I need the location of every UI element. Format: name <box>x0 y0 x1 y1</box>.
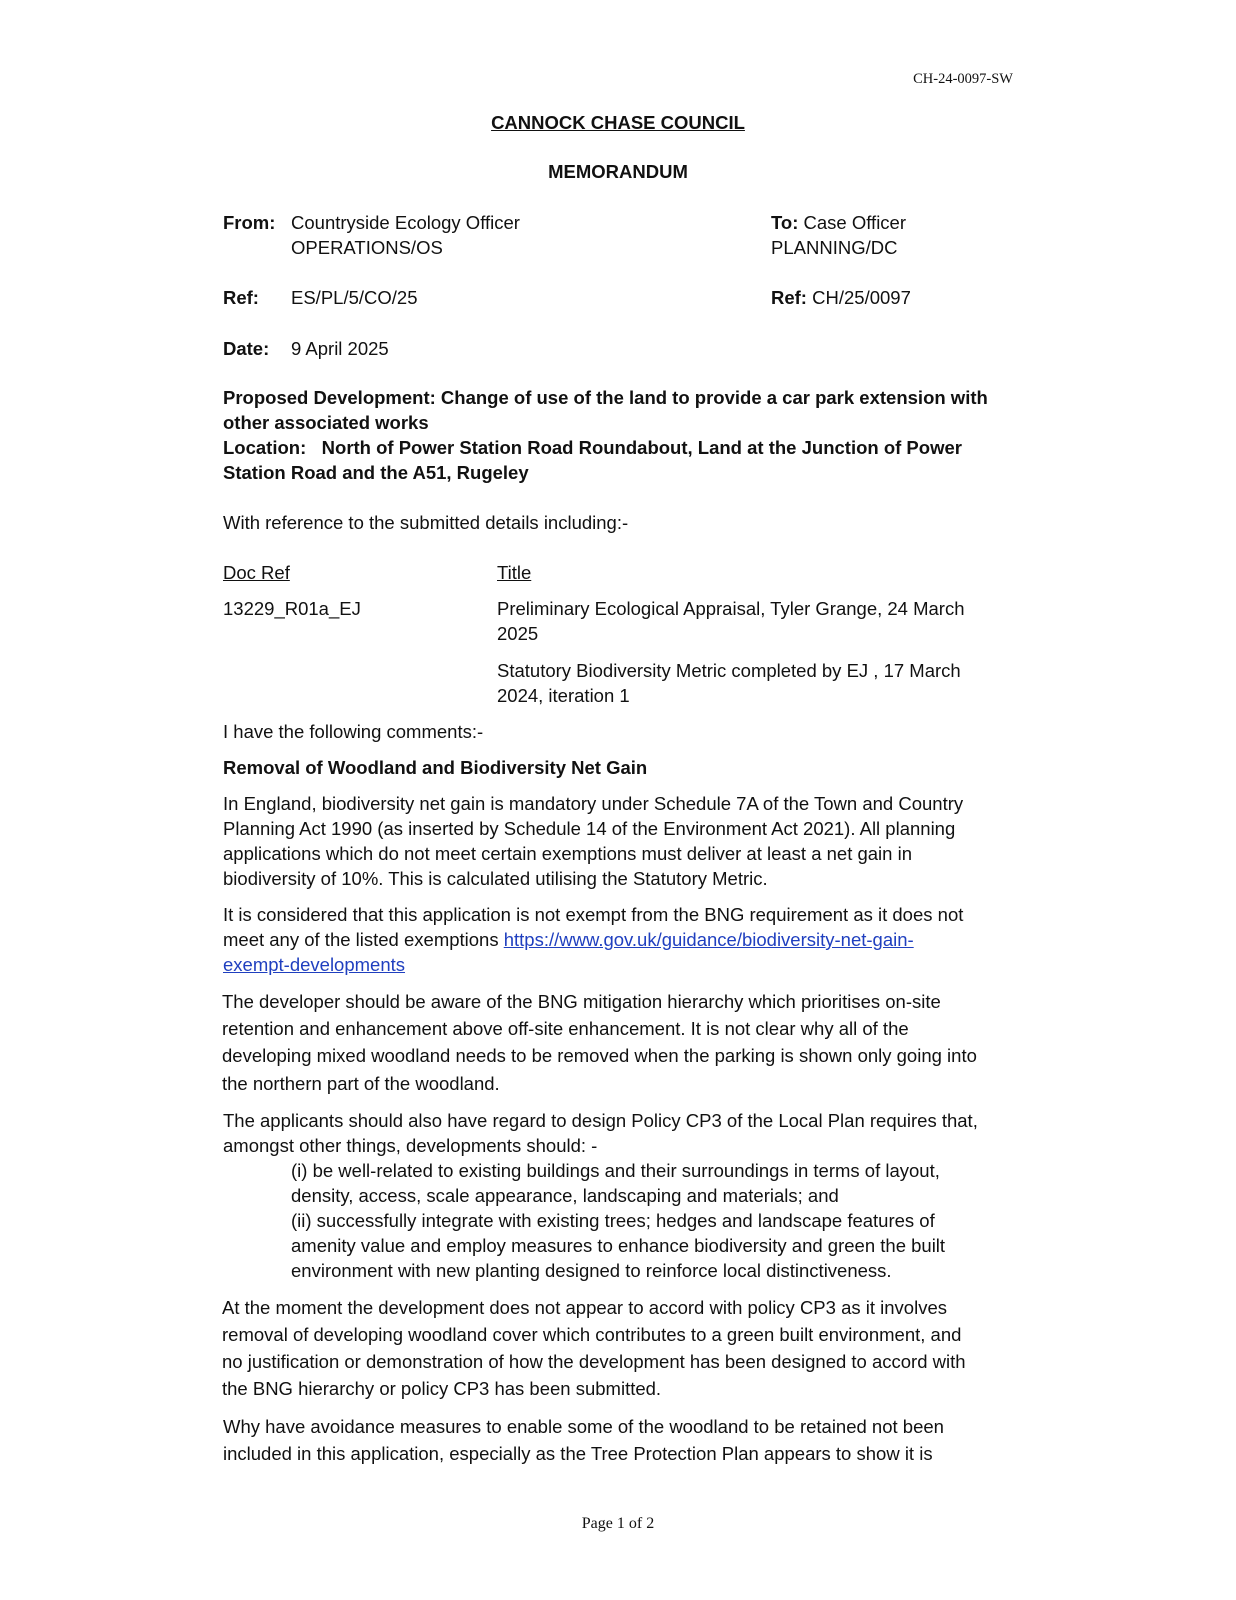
paragraph-line: It is considered that this application is not exempt from the BNG requirement as it does not <box>223 904 964 925</box>
to-block <box>771 210 906 235</box>
policy-criteria-line: amenity value and employ measures to enhance biodiversity and green the built <box>291 1235 946 1256</box>
to-label: To: <box>771 212 799 233</box>
proposal-line2: other associated works <box>223 412 429 433</box>
doc-title-cell-line1: Statutory Biodiversity Metric completed by EJ , 17 March <box>497 660 961 681</box>
doc-title-cell-line2: 2025 <box>497 623 539 644</box>
doc-ref-header: Doc Ref <box>223 562 290 583</box>
location-line2: Station Road and the A51, Rugeley <box>223 462 529 483</box>
paragraph-line: In England, biodiversity net gain is mandatory under Schedule 7A of the Town and Country <box>223 793 964 814</box>
intro-text: With reference to the submitted details including:- <box>223 512 629 533</box>
from-label: From: <box>223 212 276 233</box>
paragraph-line: included in this application, especially as the Tree Protection Plan appears to show it is <box>223 1443 933 1464</box>
paragraph-line: retention and enhancement above off-site enhancement. It is not clear why all of the <box>222 1018 909 1039</box>
paragraph-line-with-link <box>223 927 1018 952</box>
bng-exemptions-link-continued[interactable]: exempt-developments <box>223 954 406 975</box>
from-line1: Countryside Ecology Officer <box>291 212 520 233</box>
paragraph-line: At the moment the development does not appear to accord with policy CP3 as it involves <box>222 1297 947 1318</box>
location-line1: Location: North of Power Station Road Roundabout, Land at the Junction of Power <box>223 437 962 458</box>
paragraph-line-with-link <box>223 952 1018 977</box>
paragraph-line: the northern part of the woodland. <box>222 1073 500 1094</box>
ref-left-label: Ref: <box>223 287 259 308</box>
comments-intro: I have the following comments:- <box>223 721 484 742</box>
policy-criteria-line: environment with new planting designed to reinforce local distinctiveness. <box>291 1260 892 1281</box>
paragraph-line: amongst other things, developments should: - <box>223 1135 598 1156</box>
page-number: Page 1 of 2 <box>581 1515 655 1532</box>
to-line2: PLANNING/DC <box>771 237 898 258</box>
ref-left-value: ES/PL/5/CO/25 <box>291 287 418 308</box>
ref-right-block <box>771 285 911 310</box>
paragraph-line: biodiversity of 10%. This is calculated utilising the Statutory Metric. <box>223 868 768 889</box>
doc-title-cell-line2: 2024, iteration 1 <box>497 685 630 706</box>
paragraph-line: The applicants should also have regard to design Policy CP3 of the Local Plan requires that, <box>223 1110 978 1131</box>
paragraph-line: removal of developing woodland cover which contributes to a green built environment, and <box>222 1324 962 1345</box>
doc-ref-cell: 13229_R01a_EJ <box>223 598 361 619</box>
doc-title-cell-line1: Preliminary Ecological Appraisal, Tyler Grange, 24 March <box>497 598 965 619</box>
proposal-line1: Proposed Development: Change of use of the land to provide a car park extension with <box>223 387 988 408</box>
paragraph-line: Planning Act 1990 (as inserted by Schedule 14 of the Environment Act 2021). All planning <box>223 818 956 839</box>
date-label: Date: <box>223 338 270 359</box>
title-header: Title <box>497 562 532 583</box>
section-heading: Removal of Woodland and Biodiversity Net Gain <box>223 757 648 778</box>
document-code: CH-24-0097-SW <box>913 71 1013 87</box>
memorandum-heading: MEMORANDUM <box>548 161 688 182</box>
policy-criteria-line: (ii) successfully integrate with existing trees; hedges and landscape features of <box>291 1210 935 1231</box>
ref-right-label: Ref: <box>771 287 807 308</box>
council-heading: CANNOCK CHASE COUNCIL <box>491 112 745 133</box>
paragraph-line: Why have avoidance measures to enable some of the woodland to be retained not been <box>223 1416 944 1437</box>
paragraph-line: applications which do not meet certain exemptions must deliver at least a net gain in <box>223 843 912 864</box>
paragraph-line: The developer should be aware of the BNG mitigation hierarchy which prioritises on-site <box>222 991 941 1012</box>
paragraph-line: developing mixed woodland needs to be removed when the parking is shown only going into <box>222 1045 977 1066</box>
ref-right-value: CH/25/0097 <box>812 287 911 308</box>
policy-criteria-line: (i) be well-related to existing buildings and their surroundings in terms of layout, <box>291 1160 940 1181</box>
paragraph-line: the BNG hierarchy or policy CP3 has been submitted. <box>222 1378 662 1399</box>
bng-exemptions-link[interactable]: https://www.gov.uk/guidance/biodiversity-net-gain- <box>503 929 914 950</box>
paragraph-text: meet any of the listed exemptions <box>223 929 504 950</box>
date-value: 9 April 2025 <box>291 338 389 359</box>
to-line1: Case Officer <box>803 212 907 233</box>
paragraph-line: no justification or demonstration of how the development has been designed to accord with <box>222 1351 966 1372</box>
from-line2: OPERATIONS/OS <box>291 237 443 258</box>
policy-criteria-line: density, access, scale appearance, landscaping and materials; and <box>291 1185 839 1206</box>
